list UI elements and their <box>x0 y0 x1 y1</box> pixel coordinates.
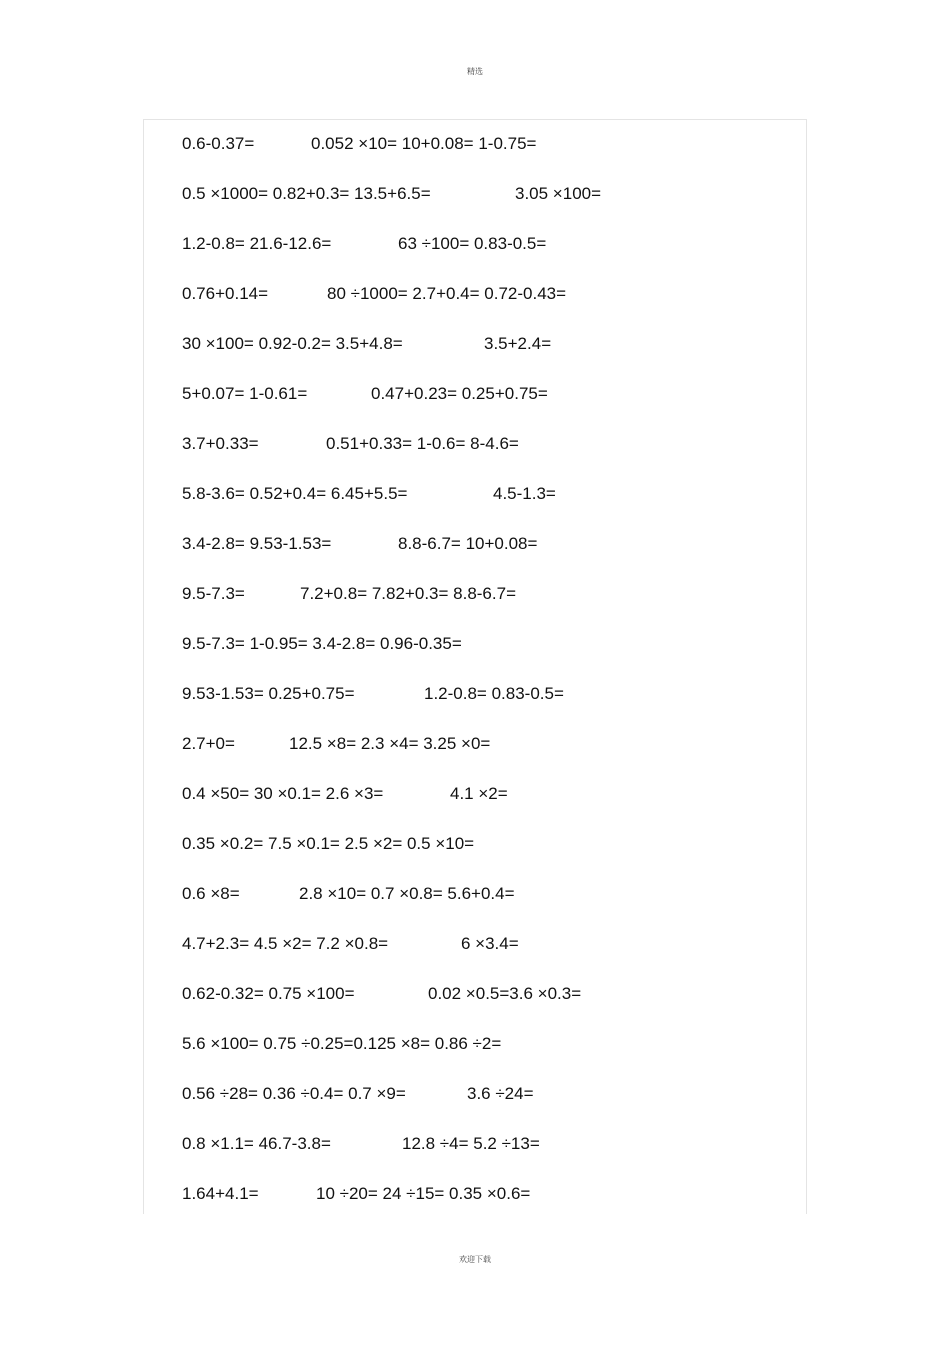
exercise-text: 1.2-0.8= 0.83-0.5= <box>424 684 564 703</box>
exercise-row <box>182 883 742 933</box>
page-footer: 欢迎下载 <box>459 1255 491 1264</box>
exercise-row <box>182 533 742 583</box>
exercise-text: 3.4-2.8= 9.53-1.53= <box>182 534 332 553</box>
exercise-row <box>182 683 742 733</box>
exercise-row <box>182 333 742 383</box>
exercise-text: 12.5 ×8= 2.3 ×4= 3.25 ×0= <box>289 734 491 753</box>
exercise-row <box>182 733 742 783</box>
exercise-row <box>182 283 742 333</box>
exercise-text: 3.05 ×100= <box>515 184 602 203</box>
exercise-text: 1.2-0.8= 21.6-12.6= <box>182 234 332 253</box>
exercise-text: 0.35 ×0.2= 7.5 ×0.1= 2.5 ×2= 0.5 ×10= <box>182 834 475 853</box>
exercise-row <box>182 433 742 483</box>
exercise-row <box>182 1133 742 1183</box>
exercise-text: 0.052 ×10= 10+0.08= 1-0.75= <box>311 134 537 153</box>
exercise-text: 9.53-1.53= 0.25+0.75= <box>182 684 355 703</box>
exercise-text: 2.7+0= <box>182 734 235 753</box>
exercise-text: 0.51+0.33= 1-0.6= 8-4.6= <box>326 434 519 453</box>
exercise-row <box>182 483 742 533</box>
exercise-text: 0.47+0.23= 0.25+0.75= <box>371 384 548 403</box>
exercise-text: 4.5-1.3= <box>493 484 556 503</box>
exercise-row <box>182 133 742 183</box>
exercise-row <box>182 383 742 433</box>
exercise-text: 10 ÷20= 24 ÷15= 0.35 ×0.6= <box>316 1184 531 1203</box>
exercise-text: 5.6 ×100= 0.75 ÷0.25=0.125 ×8= 0.86 ÷2= <box>182 1034 502 1053</box>
exercise-text: 12.8 ÷4= 5.2 ÷13= <box>402 1134 540 1153</box>
exercise-row <box>182 183 742 233</box>
exercise-row <box>182 983 742 1033</box>
exercise-text: 2.8 ×10= 0.7 ×0.8= 5.6+0.4= <box>299 884 515 903</box>
exercise-text: 3.6 ÷24= <box>467 1084 534 1103</box>
exercise-row <box>182 1033 742 1083</box>
exercise-text: 9.5-7.3= <box>182 584 245 603</box>
page-header: 精选 <box>467 67 483 76</box>
exercise-text: 9.5-7.3= 1-0.95= 3.4-2.8= 0.96-0.35= <box>182 634 462 653</box>
exercise-text: 7.2+0.8= 7.82+0.3= 8.8-6.7= <box>300 584 516 603</box>
exercise-text: 0.6 ×8= <box>182 884 240 903</box>
exercise-row <box>182 583 742 633</box>
exercise-row <box>182 783 742 833</box>
exercise-text: 0.56 ÷28= 0.36 ÷0.4= 0.7 ×9= <box>182 1084 406 1103</box>
exercise-text: 0.6-0.37= <box>182 134 255 153</box>
exercise-text: 0.8 ×1.1= 46.7-3.8= <box>182 1134 331 1153</box>
exercise-text: 1.64+4.1= <box>182 1184 259 1203</box>
exercise-row <box>182 933 742 983</box>
exercise-text: 6 ×3.4= <box>461 934 519 953</box>
exercise-text: 80 ÷1000= 2.7+0.4= 0.72-0.43= <box>327 284 567 303</box>
exercise-text: 3.5+2.4= <box>484 334 552 353</box>
exercise-text: 5.8-3.6= 0.52+0.4= 6.45+5.5= <box>182 484 408 503</box>
exercise-text: 4.1 ×2= <box>450 784 508 803</box>
exercise-text: 0.5 ×1000= 0.82+0.3= 13.5+6.5= <box>182 184 431 203</box>
exercise-text: 4.7+2.3= 4.5 ×2= 7.2 ×0.8= <box>182 934 389 953</box>
exercise-row <box>182 1183 742 1233</box>
exercise-list <box>182 133 742 1233</box>
exercise-text: 30 ×100= 0.92-0.2= 3.5+4.8= <box>182 334 403 353</box>
exercise-text: 0.4 ×50= 30 ×0.1= 2.6 ×3= <box>182 784 384 803</box>
exercise-text: 3.7+0.33= <box>182 434 259 453</box>
exercise-row <box>182 1083 742 1133</box>
exercise-text: 0.62-0.32= 0.75 ×100= <box>182 984 355 1003</box>
exercise-row <box>182 233 742 283</box>
exercise-text: 5+0.07= 1-0.61= <box>182 384 308 403</box>
exercise-text: 0.76+0.14= <box>182 284 269 303</box>
exercise-text: 0.02 ×0.5=3.6 ×0.3= <box>428 984 582 1003</box>
exercise-row <box>182 633 742 683</box>
exercise-text: 8.8-6.7= 10+0.08= <box>398 534 538 553</box>
exercise-row <box>182 833 742 883</box>
exercise-text: 63 ÷100= 0.83-0.5= <box>398 234 547 253</box>
